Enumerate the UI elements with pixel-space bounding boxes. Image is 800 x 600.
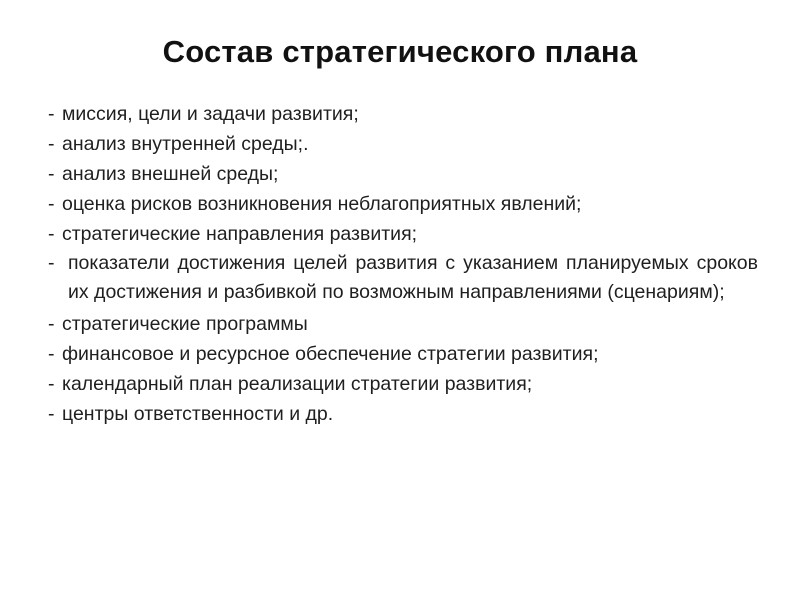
dash-marker: -	[48, 403, 55, 425]
list-item	[48, 189, 758, 219]
dash-marker: -	[48, 373, 55, 395]
dash-marker: -	[48, 223, 55, 245]
list-item-text: календарный план реализации стратегии развития;	[62, 373, 533, 395]
dash-marker: -	[48, 313, 55, 335]
dash-marker: -	[48, 252, 55, 274]
dash-marker: -	[48, 133, 55, 155]
list-item	[48, 159, 758, 189]
list-item	[48, 249, 758, 307]
list-item-text: стратегические программы	[62, 313, 308, 335]
list-item	[48, 339, 758, 369]
list-item-text: центры ответственности и др.	[62, 403, 334, 425]
list-item	[48, 219, 758, 249]
list-item-text: миссия, цели и задачи развития;	[62, 103, 359, 125]
list-item-text: оценка рисков возникновения неблагоприятных явлений;	[62, 193, 582, 215]
list-item-text: показатели достижения целей развития с указанием планируемых сроков их достижения и разбивкой по возможным направлениями (сценариям);	[68, 252, 758, 303]
list-item-text: анализ внутренней среды;.	[62, 133, 309, 155]
list-item-text: финансовое и ресурсное обеспечение стратегии развития;	[62, 343, 599, 365]
slide-title: Состав стратегического плана	[162, 34, 638, 69]
dash-marker: -	[48, 103, 55, 125]
dash-marker: -	[48, 163, 55, 185]
list-item-text: стратегические направления развития;	[62, 223, 418, 245]
list-item	[48, 399, 758, 429]
list-item-text: анализ внешней среды;	[62, 163, 279, 185]
list-item	[48, 99, 758, 129]
dash-marker: -	[48, 193, 55, 215]
list-item	[48, 309, 758, 339]
dash-marker: -	[48, 343, 55, 365]
list-item	[48, 369, 758, 399]
bullet-list	[48, 99, 758, 429]
list-item	[48, 129, 758, 159]
